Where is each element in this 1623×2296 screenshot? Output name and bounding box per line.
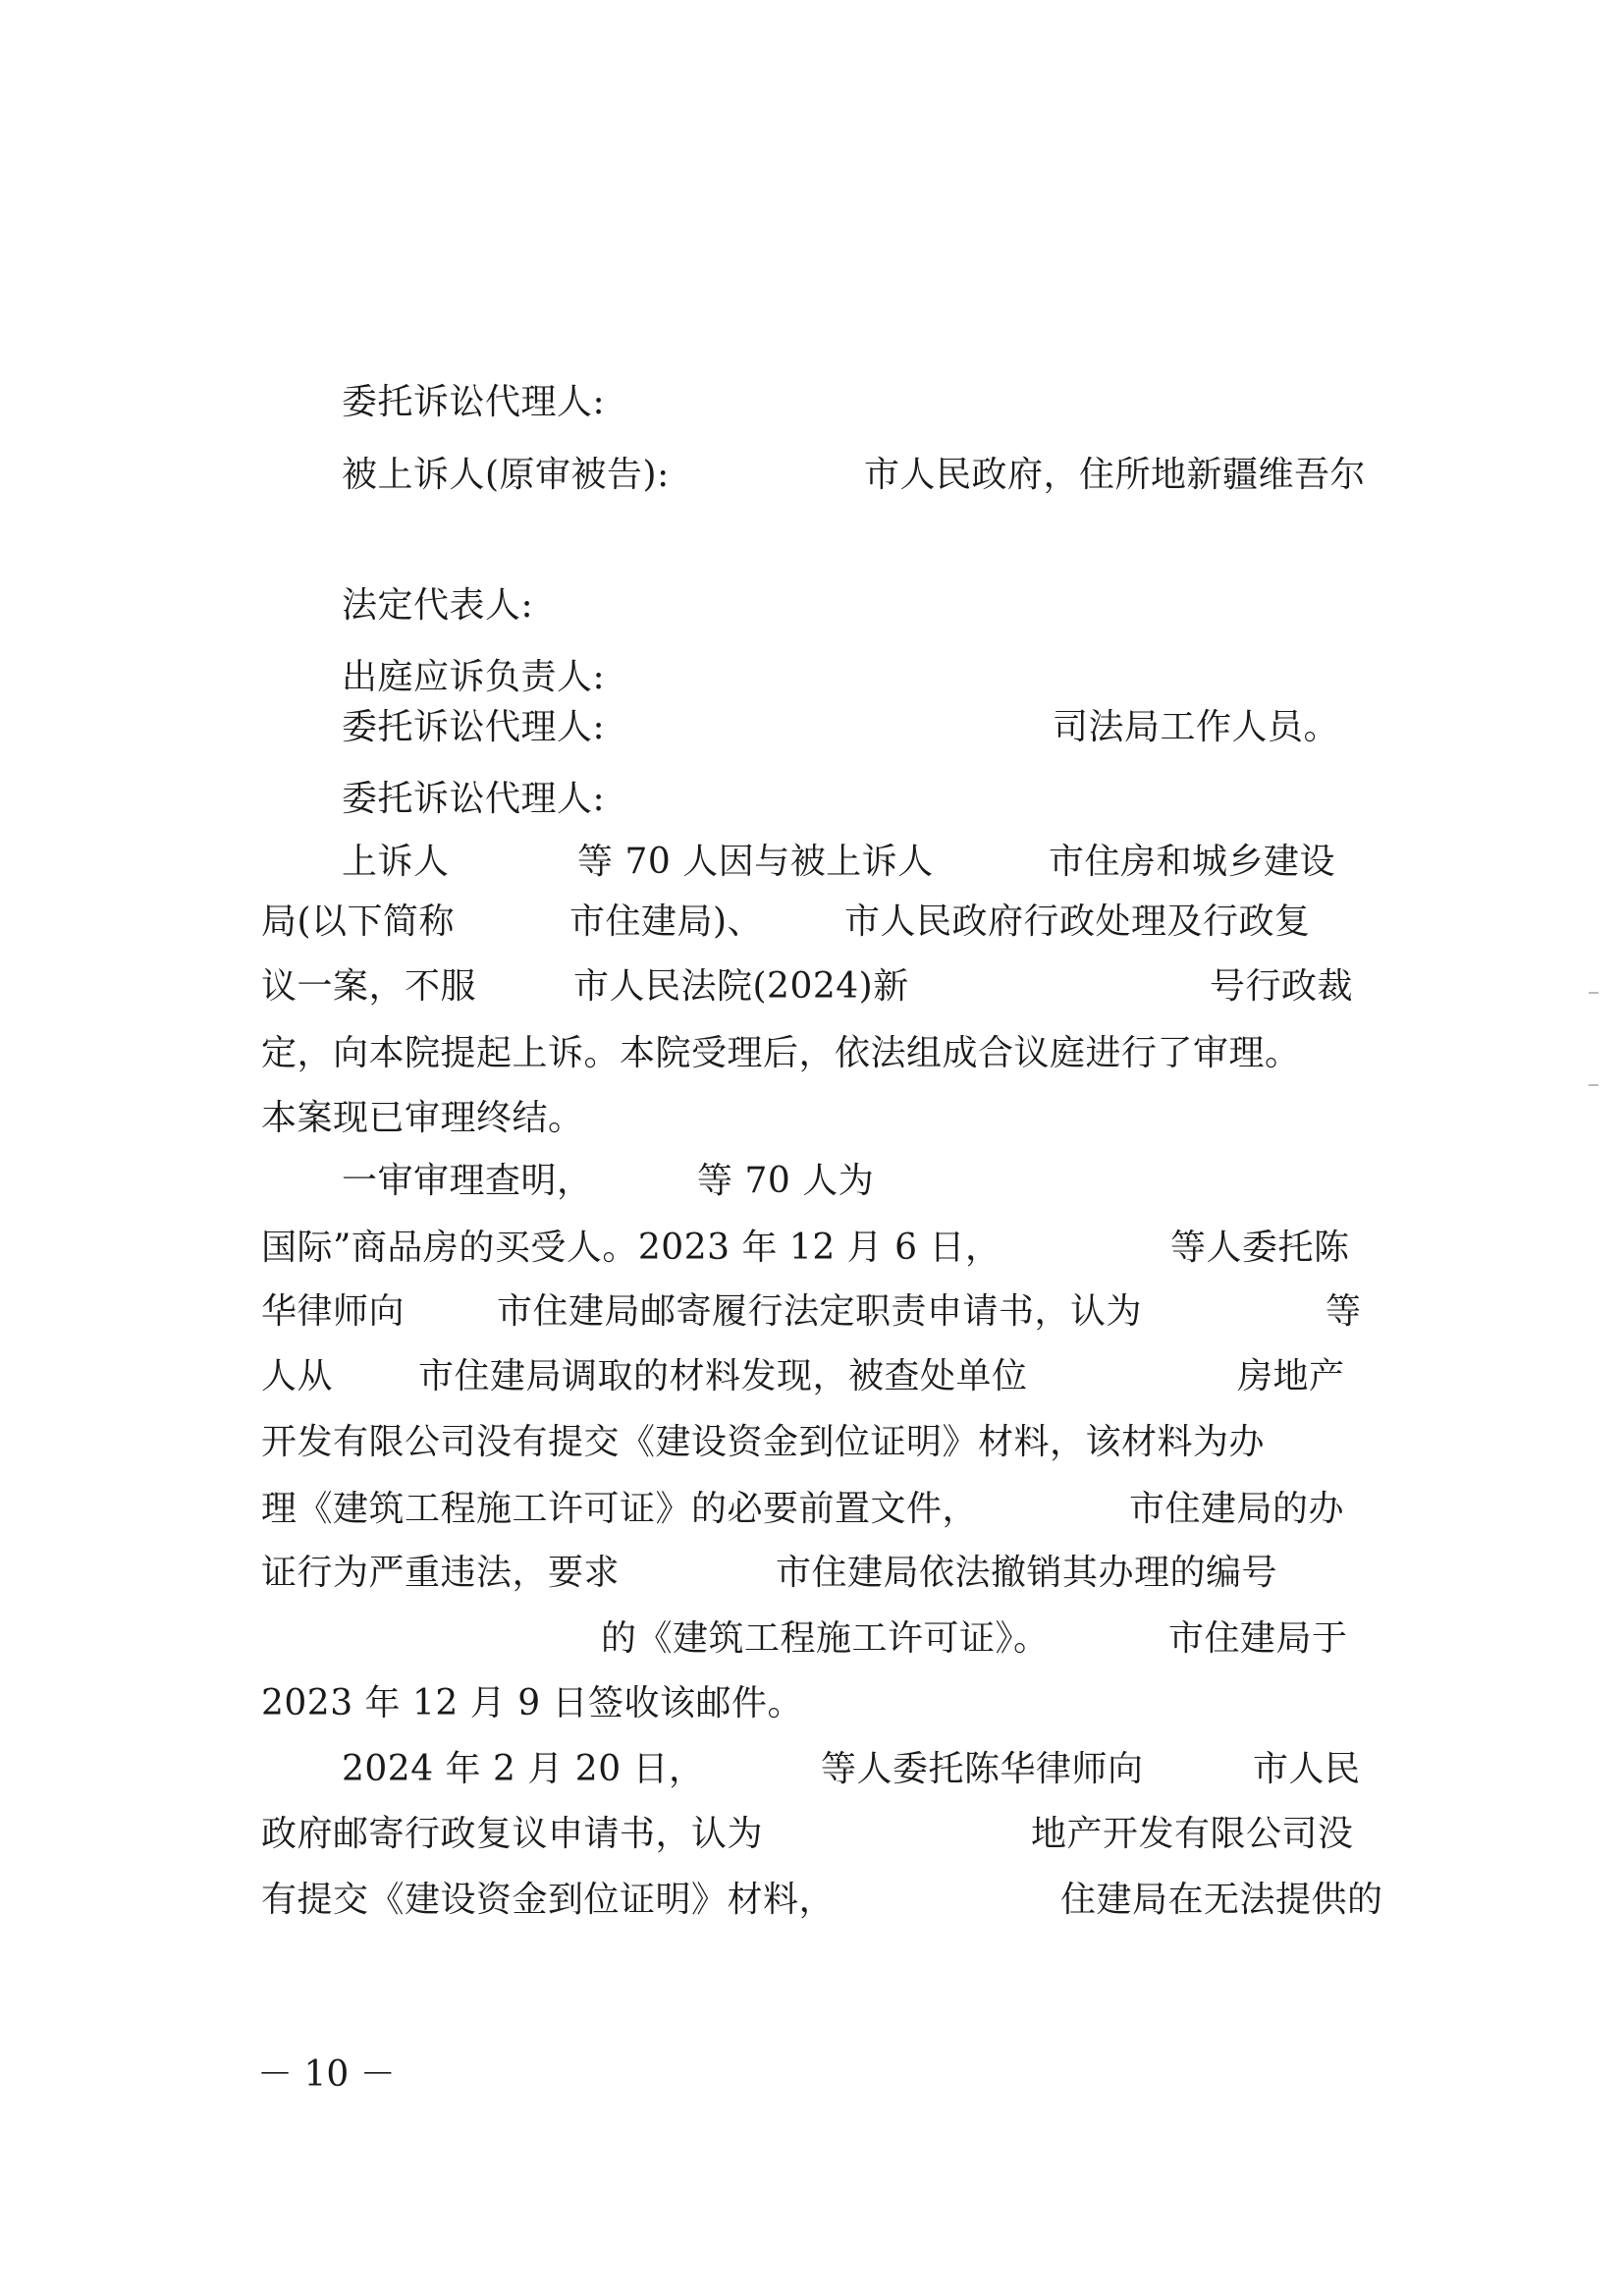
agent-3-line [342, 778, 605, 821]
agent-1-line [342, 381, 605, 424]
intro-line-5: 本案现已审理终结。 [261, 1098, 584, 1138]
finding-text: 人从 [261, 1356, 334, 1396]
finding-text: 市住建局邮寄履行法定职责申请书，认为 [497, 1291, 1143, 1332]
finding-text: 市住建局的办 [1129, 1489, 1345, 1529]
finding-text: 等人委托陈 [1170, 1228, 1350, 1268]
finding-text: 等 70 人为 [697, 1161, 875, 1201]
finding-text: 华律师向 [261, 1291, 406, 1332]
agent-3-label: 委托诉讼代理人: [342, 779, 606, 819]
page-number: － 10 － [257, 2054, 396, 2095]
finding-text: 市住建局依法撤销其办理的编号 [776, 1553, 1278, 1593]
responsible-label: 出庭应诉负责人: [342, 657, 606, 697]
intro-text: 议一案，不服 [261, 966, 477, 1007]
finding-line-5: 开发有限公司没有提交《建设资金到位证明》材料，该材料为办 [261, 1422, 1266, 1462]
intro-text: 等 70 人因与被上诉人 [577, 842, 934, 882]
scan-mark [1589, 1084, 1598, 1086]
intro-text: 局(以下简称 [261, 902, 456, 942]
agent-2-label: 委托诉讼代理人: [342, 707, 606, 747]
finding-text: 国际”商品房的买受人。2023 年 12 月 6 日， [261, 1228, 1001, 1268]
responsible-line [342, 656, 605, 699]
finding-text: 市住建局调取的材料发现，被查处单位 [418, 1356, 1028, 1396]
review-text: 地产开发有限公司没 [1031, 1814, 1354, 1854]
finding-text: 一审审理查明， [342, 1161, 593, 1201]
finding-line-9: 2023 年 12 月 9 日签收该邮件。 [261, 1683, 804, 1723]
finding-text: 房地产 [1237, 1356, 1345, 1396]
legal-rep-line [342, 584, 533, 628]
agent-2-text: 司法局工作人员。 [1053, 707, 1340, 747]
review-text: 2024 年 2 月 20 日， [342, 1749, 705, 1789]
legal-rep-label: 法定代表人: [342, 585, 534, 626]
intro-text: 市人民政府行政处理及行政复 [844, 902, 1311, 942]
intro-text: 上诉人 [342, 842, 450, 882]
review-text: 有提交《建设资金到位证明》材料， [261, 1880, 836, 1920]
review-text: 政府邮寄行政复议申请书，认为 [261, 1814, 764, 1854]
review-text: 等人委托陈华律师向 [821, 1749, 1144, 1789]
intro-text: 市住房和城乡建设 [1049, 842, 1336, 882]
finding-text: 市住建局于 [1168, 1618, 1348, 1659]
appellee-text: 市人民政府，住所地新疆维吾尔 [864, 455, 1367, 495]
finding-text: 理《建筑工程施工许可证》的必要前置文件， [261, 1489, 979, 1529]
appellee-label: 被上诉人(原审被告): [342, 455, 670, 495]
intro-text: 号行政裁 [1210, 966, 1354, 1007]
finding-text: 证行为严重违法，要求 [261, 1553, 621, 1593]
agent-1-label: 委托诉讼代理人: [342, 382, 606, 422]
review-text: 市人民 [1253, 1749, 1361, 1789]
finding-text: 的《建筑工程施工许可证》。 [601, 1618, 1050, 1659]
intro-text: 市住建局)、 [569, 902, 764, 942]
finding-text: 等 [1325, 1291, 1362, 1332]
review-text: 住建局在无法提供的 [1060, 1880, 1383, 1920]
intro-text: 市人民法院(2024)新 [573, 966, 909, 1007]
intro-line-4: 定，向本院提起上诉。本院受理后，依法组成合议庭进行了审理。 [261, 1033, 1301, 1073]
scan-mark [1589, 992, 1598, 994]
